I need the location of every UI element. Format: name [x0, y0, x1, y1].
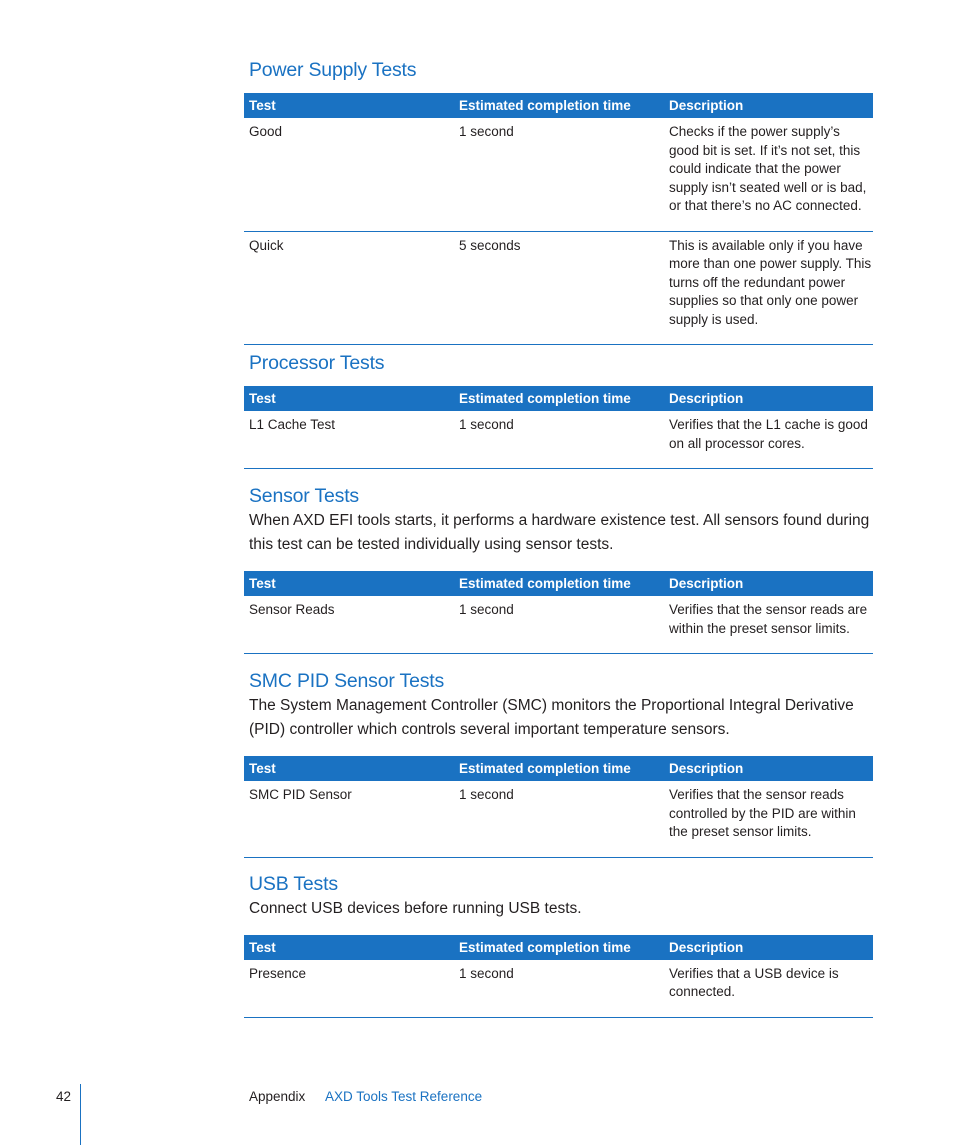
- power-supply-tests-table: [244, 93, 873, 345]
- footer-chapter-title: AXD Tools Test Reference: [325, 1089, 483, 1104]
- column-header-description: Description: [664, 571, 873, 596]
- section-smc-pid-sensor-tests: [244, 669, 873, 858]
- column-header-description: Description: [664, 756, 873, 781]
- smc-pid-sensor-tests-table: [244, 756, 873, 858]
- page-footer: [0, 1084, 954, 1145]
- table-header-row: [244, 571, 873, 596]
- cell-test: L1 Cache Test: [244, 411, 454, 469]
- table-row: [244, 231, 873, 345]
- column-header-time: Estimated completion time: [454, 935, 664, 960]
- usb-tests-table: [244, 935, 873, 1018]
- column-header-test: Test: [244, 756, 454, 781]
- cell-description: Verifies that the sensor reads are within the preset sensor limits.: [664, 596, 873, 654]
- cell-test: Good: [244, 118, 454, 231]
- section-sensor-tests: [244, 484, 873, 654]
- cell-time: 1 second: [454, 960, 664, 1018]
- cell-description: Verifies that a USB device is connected.: [664, 960, 873, 1018]
- column-header-time: Estimated completion time: [454, 756, 664, 781]
- table-row: [244, 596, 873, 654]
- section-title: Power Supply Tests: [249, 59, 417, 81]
- cell-description: Verifies that the L1 cache is good on all processor cores.: [664, 411, 873, 469]
- page-number: 42: [56, 1089, 72, 1104]
- cell-description: Verifies that the sensor reads controlled by the PID are within the preset sensor limits.: [664, 781, 873, 857]
- cell-time: 1 second: [454, 411, 664, 469]
- section-intro: When AXD EFI tools starts, it performs a hardware existence test. All sensors found during this test can be tested individually using sensor tests.: [249, 512, 870, 553]
- column-header-test: Test: [244, 386, 454, 411]
- section-title: Processor Tests: [249, 352, 385, 374]
- cell-test: Quick: [244, 231, 454, 345]
- cell-description: This is available only if you have more than one power supply. This turns off the redundant power supplies so that only one power supply is used.: [664, 231, 873, 345]
- cell-description: Checks if the power supply’s good bit is set. If it’s not set, this could indicate that the power supply isn’t seated well or is bad, or that there’s no AC connected.: [664, 118, 873, 231]
- cell-time: 1 second: [454, 781, 664, 857]
- section-processor-tests: [244, 351, 873, 469]
- column-header-time: Estimated completion time: [454, 93, 664, 118]
- table-row: [244, 118, 873, 231]
- table-row: [244, 960, 873, 1018]
- processor-tests-table: [244, 386, 873, 469]
- column-header-time: Estimated completion time: [454, 571, 664, 596]
- table-header-row: [244, 386, 873, 411]
- table-row: [244, 781, 873, 857]
- footer-label: Appendix: [249, 1089, 306, 1104]
- cell-time: 1 second: [454, 596, 664, 654]
- section-title: Sensor Tests: [249, 485, 359, 507]
- column-header-time: Estimated completion time: [454, 386, 664, 411]
- column-header-test: Test: [244, 571, 454, 596]
- column-header-description: Description: [664, 93, 873, 118]
- cell-time: 1 second: [454, 118, 664, 231]
- column-header-test: Test: [244, 935, 454, 960]
- table-header-row: [244, 93, 873, 118]
- sensor-tests-table: [244, 571, 873, 654]
- table-header-row: [244, 756, 873, 781]
- cell-test: Presence: [244, 960, 454, 1018]
- footer-divider: [80, 1084, 81, 1145]
- section-power-supply-tests: [244, 58, 873, 345]
- table-header-row: [244, 935, 873, 960]
- section-usb-tests: [244, 872, 873, 1018]
- column-header-description: Description: [664, 935, 873, 960]
- section-title: SMC PID Sensor Tests: [249, 670, 445, 692]
- cell-time: 5 seconds: [454, 231, 664, 345]
- table-row: [244, 411, 873, 469]
- column-header-description: Description: [664, 386, 873, 411]
- section-title: USB Tests: [249, 873, 338, 895]
- section-intro: The System Management Controller (SMC) monitors the Proportional Integral Derivative (PID) controller which controls several important temperature sensors.: [249, 697, 854, 738]
- cell-test: SMC PID Sensor: [244, 781, 454, 857]
- column-header-test: Test: [244, 93, 454, 118]
- cell-test: Sensor Reads: [244, 596, 454, 654]
- section-intro: Connect USB devices before running USB tests.: [249, 900, 582, 917]
